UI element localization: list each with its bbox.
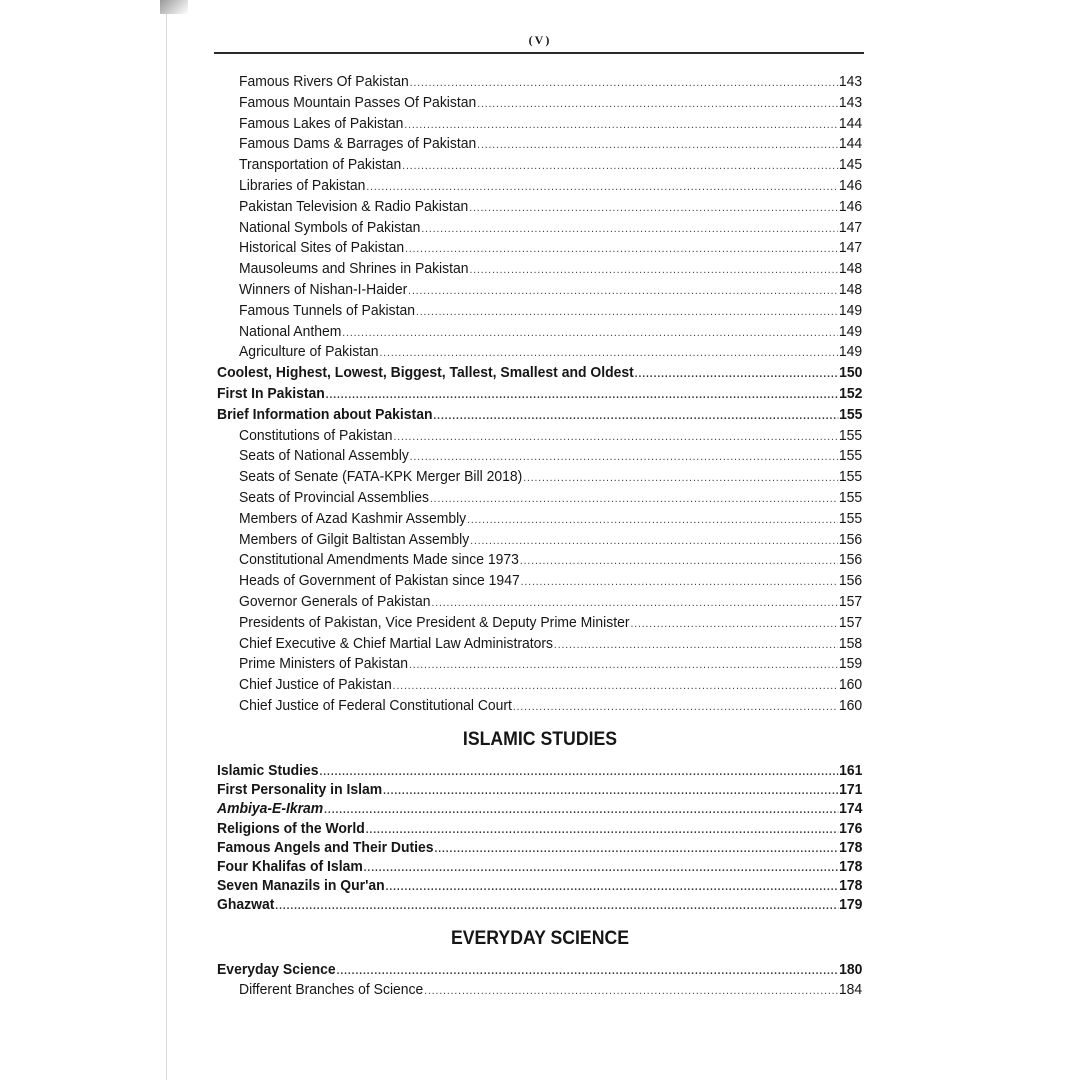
toc-entry-title: Constitutional Amendments Made since 1973 bbox=[239, 551, 519, 569]
dot-leader bbox=[320, 762, 839, 782]
toc-entry-page: 145 bbox=[838, 156, 863, 174]
toc-entry bbox=[239, 550, 862, 570]
toc-entry bbox=[239, 197, 862, 217]
toc-entry-page: 149 bbox=[838, 301, 863, 319]
toc-entry-page: 149 bbox=[838, 322, 863, 340]
dot-leader bbox=[402, 156, 838, 176]
toc-entry-title: National Symbols of Pakistan bbox=[239, 218, 421, 236]
toc-entry-page: 148 bbox=[838, 281, 863, 298]
toc-entry bbox=[217, 363, 862, 383]
dot-leader bbox=[523, 468, 838, 488]
toc-entry bbox=[239, 613, 862, 633]
toc-entry bbox=[239, 238, 862, 258]
dot-leader bbox=[554, 635, 838, 655]
toc-entry-page: 144 bbox=[838, 114, 863, 132]
toc-entry-title: Four Khalifas of Islam bbox=[217, 858, 363, 875]
toc-entry bbox=[239, 155, 862, 175]
toc-entry-title: Mausoleums and Shrines in Pakistan bbox=[239, 260, 469, 278]
toc-entry bbox=[239, 530, 862, 550]
toc-entry-title: Coolest, Highest, Lowest, Biggest, Tallest, Smallest and Oldest bbox=[217, 364, 634, 382]
toc-entry bbox=[239, 675, 862, 695]
dot-leader bbox=[366, 177, 838, 197]
toc-entry-page: 156 bbox=[838, 551, 863, 569]
toc-entry bbox=[217, 761, 862, 781]
toc-entry-title: Famous Mountain Passes Of Pakistan bbox=[239, 93, 477, 111]
dot-leader bbox=[342, 323, 838, 343]
toc-entry-page: 178 bbox=[839, 858, 863, 875]
toc-entry bbox=[239, 696, 862, 716]
toc-entry-page: 157 bbox=[838, 613, 863, 631]
toc-entry bbox=[239, 509, 862, 529]
section-heading-islamic-studies: ISLAMIC STUDIES bbox=[462, 729, 618, 750]
toc-entry-page: 148 bbox=[838, 260, 863, 278]
dot-leader bbox=[393, 427, 837, 447]
toc-entry bbox=[239, 654, 862, 674]
toc-entry-title: Seven Manazils in Qur'an bbox=[217, 877, 385, 895]
toc-entry-title: First In Pakistan bbox=[217, 385, 325, 402]
toc-entry-page: 147 bbox=[838, 239, 863, 257]
toc-entry bbox=[239, 93, 862, 113]
toc-entry-page: 143 bbox=[838, 93, 863, 111]
toc-entry-title: First Personality in Islam bbox=[217, 781, 383, 799]
toc-entry bbox=[239, 218, 862, 238]
toc-entry-page: 149 bbox=[838, 343, 863, 361]
dot-leader bbox=[405, 239, 838, 259]
page-corner-shadow bbox=[160, 0, 188, 14]
toc-entry-title: Transportation of Pakistan bbox=[239, 156, 402, 174]
toc-entry bbox=[239, 488, 862, 508]
toc-entry-title: Different Branches of Science bbox=[239, 981, 424, 998]
dot-leader bbox=[469, 260, 837, 280]
dot-leader bbox=[513, 697, 838, 717]
toc-entry-title: Constitutions of Pakistan bbox=[239, 426, 393, 444]
toc-entry-page: 152 bbox=[839, 385, 863, 402]
toc-entry-title: Famous Dams & Barrages of Pakistan bbox=[239, 135, 477, 153]
toc-entry bbox=[217, 895, 862, 915]
toc-entry bbox=[239, 301, 862, 321]
toc-entry bbox=[217, 838, 862, 858]
dot-leader bbox=[409, 655, 838, 675]
toc-entry-page: 155 bbox=[838, 468, 863, 486]
toc-entry-title: Seats of Provincial Assemblies bbox=[239, 489, 429, 506]
toc-entry bbox=[239, 426, 862, 446]
dot-leader bbox=[424, 981, 838, 1001]
toc-entry-page: 157 bbox=[838, 593, 863, 610]
toc-entry bbox=[217, 876, 862, 896]
toc-entry-title: Famous Lakes of Pakistan bbox=[239, 114, 404, 132]
dot-leader bbox=[521, 572, 838, 592]
toc-entry-title: Chief Justice of Federal Constitutional Court bbox=[239, 697, 512, 714]
toc-entry bbox=[217, 405, 862, 425]
toc-entry-title: Pakistan Television & Radio Pakistan bbox=[239, 197, 469, 215]
toc-entry-page: 156 bbox=[838, 572, 863, 590]
toc-entry-page: 171 bbox=[839, 781, 863, 799]
dot-leader bbox=[630, 614, 837, 634]
header-rule bbox=[214, 52, 864, 54]
toc-entry-title: Ambiya-E-Ikram bbox=[217, 800, 324, 818]
toc-entry-title: Libraries of Pakistan bbox=[239, 177, 366, 194]
toc-entry bbox=[239, 259, 862, 279]
dot-leader bbox=[383, 781, 838, 801]
toc-entry bbox=[239, 980, 862, 1000]
section-heading-everyday-science: EVERYDAY SCIENCE bbox=[450, 928, 630, 949]
toc-entry-page: 159 bbox=[838, 655, 863, 673]
page-edge bbox=[0, 0, 167, 1080]
dot-leader bbox=[470, 531, 838, 551]
dot-leader bbox=[467, 510, 838, 530]
toc-entry-title: Famous Tunnels of Pakistan bbox=[239, 301, 416, 319]
dot-leader bbox=[275, 896, 838, 916]
toc-entry bbox=[239, 134, 862, 154]
dot-leader bbox=[416, 302, 838, 322]
toc-entry-page: 180 bbox=[839, 961, 863, 978]
toc-entry-title: Seats of Senate (FATA-KPK Merger Bill 2018) bbox=[239, 468, 523, 486]
toc-entry-page: 176 bbox=[839, 819, 863, 837]
toc-entry-page: 174 bbox=[839, 800, 863, 818]
toc-entry-page: 155 bbox=[838, 509, 863, 527]
dot-leader bbox=[364, 858, 839, 878]
toc-entry-page: 158 bbox=[838, 634, 863, 652]
toc-entry-title: Chief Justice of Pakistan bbox=[239, 676, 392, 694]
toc-entry bbox=[217, 780, 862, 800]
dot-leader bbox=[433, 406, 838, 426]
dot-leader bbox=[410, 73, 838, 93]
toc-entry bbox=[239, 571, 862, 591]
dot-leader bbox=[366, 820, 839, 840]
toc-entry-page: 147 bbox=[838, 218, 863, 236]
toc-entry-page: 146 bbox=[838, 197, 863, 215]
toc-entry-title: Historical Sites of Pakistan bbox=[239, 239, 405, 257]
toc-entry-page: 155 bbox=[839, 405, 863, 423]
dot-leader bbox=[326, 385, 839, 405]
toc-entry-title: Presidents of Pakistan, Vice President & Deputy Prime Minister bbox=[239, 613, 630, 631]
toc-entry-page: 143 bbox=[838, 73, 863, 90]
toc-entry-page: 178 bbox=[839, 838, 863, 856]
toc-entry-page: 155 bbox=[838, 489, 863, 506]
dot-leader bbox=[635, 364, 838, 384]
dot-leader bbox=[430, 489, 838, 509]
toc-entry bbox=[239, 176, 862, 196]
toc-entry bbox=[239, 634, 862, 654]
toc-entry-page: 178 bbox=[839, 877, 863, 895]
dot-leader bbox=[408, 281, 838, 301]
toc-entry-title: Winners of Nishan-I-Haider bbox=[239, 281, 408, 298]
toc-entry-title: Famous Rivers Of Pakistan bbox=[239, 73, 409, 90]
dot-leader bbox=[520, 551, 838, 571]
toc-entry bbox=[217, 819, 862, 839]
toc-entry bbox=[239, 342, 862, 362]
dot-leader bbox=[477, 135, 838, 155]
toc-entry bbox=[217, 960, 862, 980]
toc-entry-title: Brief Information about Pakistan bbox=[217, 405, 433, 423]
toc-entry bbox=[217, 857, 862, 877]
toc-entry bbox=[239, 72, 862, 92]
dot-leader bbox=[380, 343, 838, 363]
toc-entry bbox=[239, 114, 862, 134]
toc-entry-page: 161 bbox=[839, 762, 863, 779]
toc-entry-title: Prime Ministers of Pakistan bbox=[239, 655, 409, 673]
toc-entry-page: 155 bbox=[838, 426, 863, 444]
dot-leader bbox=[469, 198, 838, 218]
toc-entry bbox=[239, 467, 862, 487]
toc-entry bbox=[239, 446, 862, 466]
toc-entry-page: 144 bbox=[838, 135, 863, 153]
dot-leader bbox=[410, 447, 838, 467]
toc-entry-title: Heads of Government of Pakistan since 1947 bbox=[239, 572, 520, 590]
toc-entry bbox=[217, 384, 862, 404]
toc-entry-title: Governor Generals of Pakistan bbox=[239, 593, 431, 610]
page-number: (V) bbox=[528, 33, 552, 47]
toc-entry bbox=[239, 592, 862, 612]
toc-entry-page: 150 bbox=[839, 364, 863, 382]
toc-entry-title: Everyday Science bbox=[217, 961, 336, 978]
toc-entry bbox=[239, 322, 862, 342]
toc-entry-title: Ghazwat bbox=[217, 896, 275, 914]
toc-entry-title: Agriculture of Pakistan bbox=[239, 343, 379, 361]
toc-entry-title: Members of Azad Kashmir Assembly bbox=[239, 509, 467, 527]
dot-leader bbox=[393, 676, 838, 696]
dot-leader bbox=[421, 219, 838, 239]
toc-entry-title: Members of Gilgit Baltistan Assembly bbox=[239, 530, 470, 548]
toc-entry-title: Islamic Studies bbox=[217, 762, 319, 779]
toc-entry-page: 160 bbox=[838, 676, 863, 694]
toc-entry-page: 160 bbox=[838, 697, 863, 714]
toc-entry-title: Chief Executive & Chief Martial Law Administrators bbox=[239, 634, 554, 652]
toc-entry bbox=[239, 280, 862, 300]
toc-entry-title: Famous Angels and Their Duties bbox=[217, 838, 434, 856]
toc-entry-page: 146 bbox=[838, 177, 863, 194]
toc-entry-title: Seats of National Assembly bbox=[239, 447, 409, 465]
toc-entry-title: National Anthem bbox=[239, 322, 342, 340]
toc-entry-page: 179 bbox=[839, 896, 863, 914]
toc-entry-title: Religions of the World bbox=[217, 819, 365, 837]
dot-leader bbox=[404, 115, 838, 135]
dot-leader bbox=[337, 961, 839, 981]
toc-entry bbox=[217, 799, 862, 819]
dot-leader bbox=[431, 593, 837, 613]
toc-entry-page: 155 bbox=[838, 447, 863, 465]
dot-leader bbox=[324, 800, 838, 820]
dot-leader bbox=[477, 94, 838, 114]
dot-leader bbox=[386, 877, 839, 897]
toc-entry-page: 184 bbox=[838, 981, 863, 998]
dot-leader bbox=[434, 839, 838, 859]
toc-entry-page: 156 bbox=[838, 530, 863, 548]
